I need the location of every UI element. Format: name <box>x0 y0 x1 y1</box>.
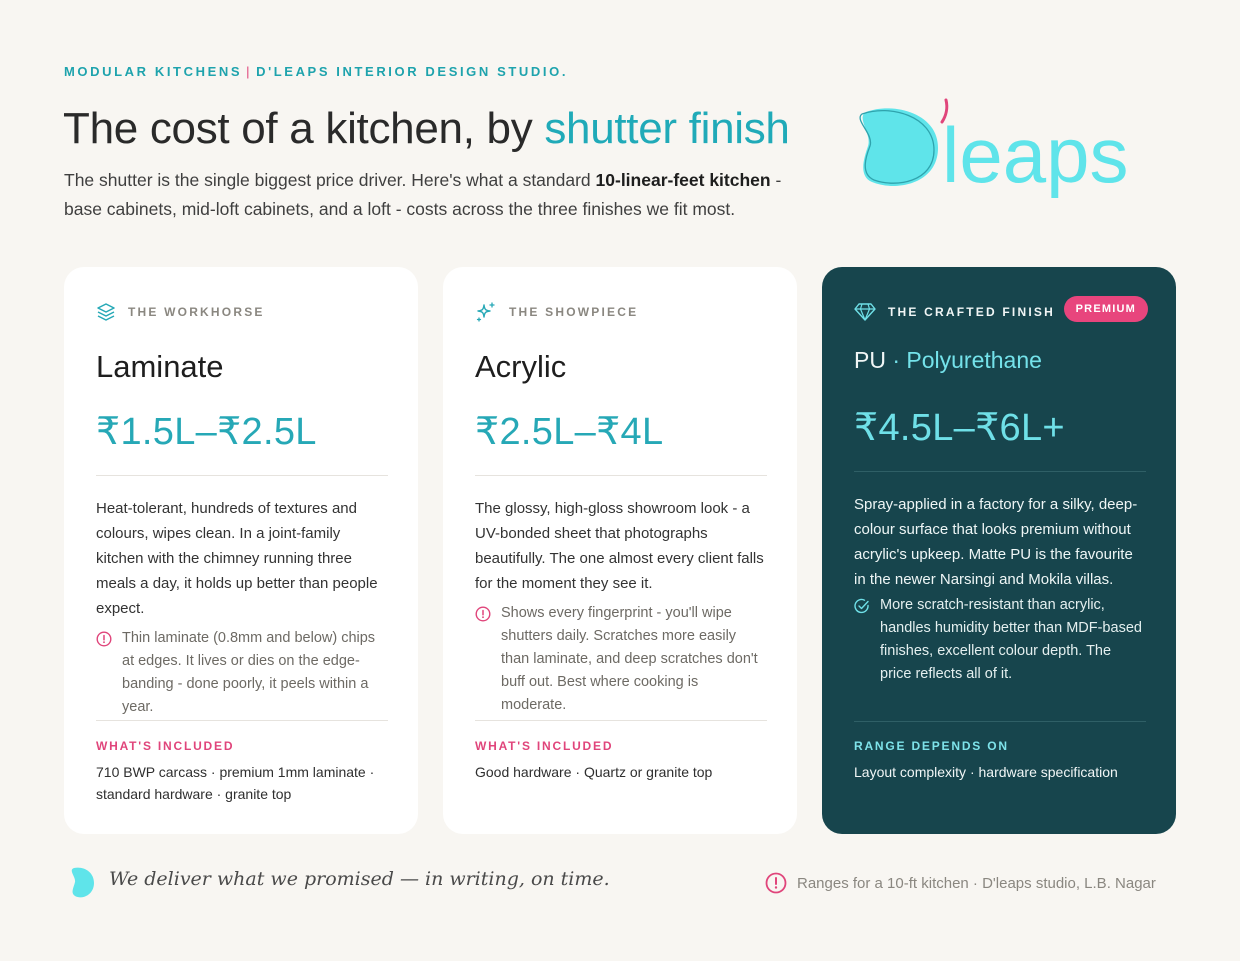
dleaps-logo <box>852 96 1142 206</box>
footnote <box>765 872 1156 894</box>
tagline: We deliver what we promised — in writing, on time. <box>109 868 610 890</box>
card-description: The glossy, high-gloss showroom look - a UV-bonded sheet that photographs beautifully. The one almost every client falls for the moment they see it. <box>475 500 764 592</box>
page-title <box>63 104 790 154</box>
eyebrow-left: MODULAR KITCHENS <box>64 64 243 79</box>
eyebrow-right: D'LEAPS INTERIOR DESIGN STUDIO <box>256 64 562 79</box>
card-tag-label: THE SHOWPIECE <box>509 305 639 319</box>
divider <box>854 721 1146 722</box>
layers-icon <box>96 302 116 322</box>
card-note <box>854 594 1144 686</box>
divider <box>475 720 767 721</box>
intro-text <box>64 166 824 224</box>
check-circle-icon <box>854 598 870 614</box>
divider <box>475 475 767 476</box>
included-text: Good hardware · Quartz or granite top <box>475 764 713 780</box>
card-price: ₹1.5L–₹2.5L <box>96 411 317 453</box>
eyebrow-separator: | <box>246 64 253 79</box>
logo-mark-icon <box>852 96 1142 206</box>
card-title <box>854 341 1144 379</box>
card-note-text: Shows every fingerprint - you'll wipe shutters daily. Scratches more easily than laminate, and deep scratches don't buff out. Best where cooking is moderate. <box>501 605 758 713</box>
logo-small-icon <box>70 866 96 900</box>
card-note-text: Thin laminate (0.8mm and below) chips at edges. It lives or dies on the edge-banding - done poorly, it peels within a year. <box>122 630 376 715</box>
card-title-main: PU <box>854 347 886 373</box>
card-description: Spray-applied in a factory for a silky, deep-colour surface that looks premium without acrylic's upkeep. Matte PU is the favourite in the newer Narsingi and Mokila villas. <box>854 496 1138 588</box>
eyebrow <box>64 64 568 79</box>
range-heading: RANGE DEPENDS ON <box>854 739 1009 753</box>
card-note <box>96 627 386 719</box>
diamond-icon <box>854 302 876 322</box>
card-title: Laminate <box>96 349 224 384</box>
alert-circle-icon <box>96 631 112 647</box>
card-title-sub: · Polyurethane <box>885 347 1042 373</box>
card-price: ₹4.5L–₹6L+ <box>854 407 1065 449</box>
included-heading: WHAT'S INCLUDED <box>96 739 235 753</box>
divider <box>96 475 388 476</box>
card-tag-label: THE CRAFTED FINISH <box>888 305 1055 319</box>
included-text: 710 BWP carcass · premium 1mm laminate · standard hardware · granite top <box>96 764 375 802</box>
card-note <box>475 602 765 717</box>
card-acrylic <box>443 267 797 834</box>
alert-circle-icon <box>765 872 787 894</box>
card-tag <box>475 303 765 321</box>
range-text: Layout complexity · hardware specification <box>854 764 1118 780</box>
card-note-text: More scratch-resistant than acrylic, handles humidity better than MDF-based finishes, excellent colour depth. The price reflects all of it. <box>880 597 1142 682</box>
premium-badge: PREMIUM <box>1064 296 1148 322</box>
card-tag <box>96 303 386 321</box>
card-description: Heat-tolerant, hundreds of textures and colours, wipes clean. In a joint-family kitchen with the chimney running three meals a day, it holds up better than people expect. <box>96 500 378 617</box>
card-pu <box>822 267 1176 834</box>
card-price: ₹2.5L–₹4L <box>475 411 664 453</box>
card-laminate <box>64 267 418 834</box>
logo-text: leaps <box>942 111 1129 199</box>
divider <box>96 720 388 721</box>
eyebrow-dot: . <box>561 64 569 79</box>
title-main: The cost of a kitchen, by <box>63 104 545 153</box>
footnote-text: Ranges for a 10-ft kitchen · D'leaps studio, L.B. Nagar <box>797 874 1156 892</box>
included-heading: WHAT'S INCLUDED <box>475 739 614 753</box>
alert-circle-icon <box>475 606 491 622</box>
sparkle-icon <box>475 301 497 323</box>
intro-part-2: - base cabinets, mid-loft cabinets, and a loft - costs across the three finishes we fit most. <box>64 170 782 219</box>
intro-bold: 10-linear-feet kitchen <box>595 170 771 190</box>
card-tag-label: THE WORKHORSE <box>128 305 265 319</box>
card-title: Acrylic <box>475 349 567 384</box>
intro-part-1: The shutter is the single biggest price driver. Here's what a standard <box>64 170 596 190</box>
divider <box>854 471 1146 472</box>
title-accent: shutter finish <box>544 104 790 153</box>
